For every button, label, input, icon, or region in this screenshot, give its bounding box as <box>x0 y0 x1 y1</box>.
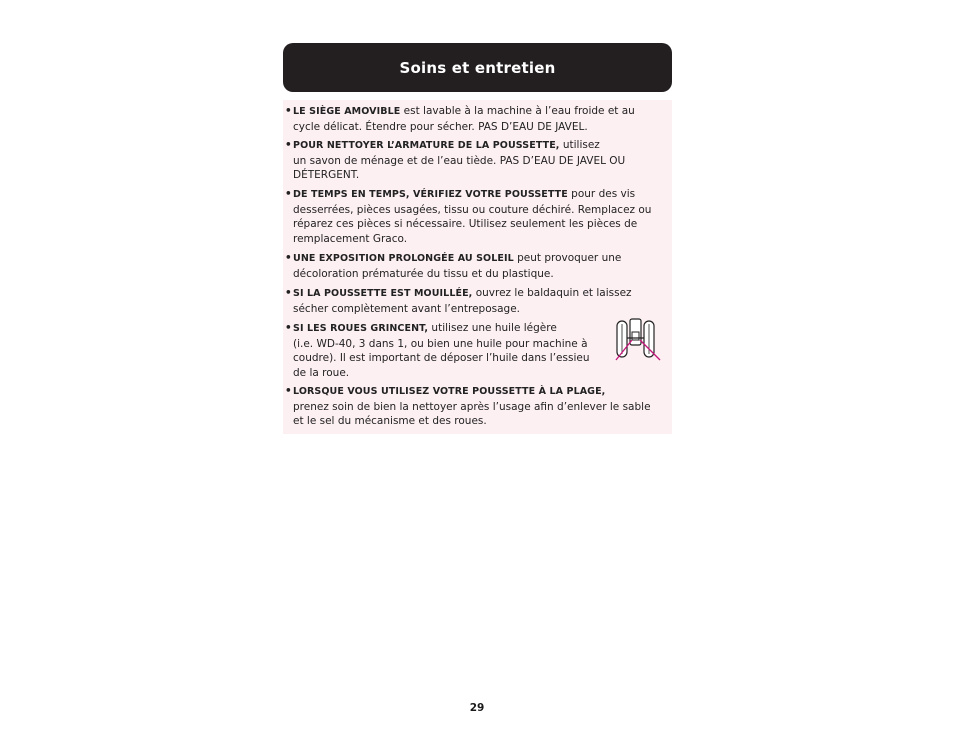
item-lead: LE SIÈGE AMOVIBLE <box>293 106 401 117</box>
item-line: DÉTERGENT. <box>293 169 360 181</box>
item-text: peut provoquer une <box>513 252 622 264</box>
item-lead: LORSQUE VOUS UTILISEZ VOTRE POUSSETTE À LA PLAGE, <box>293 386 606 397</box>
bullet: • <box>285 252 292 264</box>
item-first-line <box>285 251 665 267</box>
list-item <box>285 321 665 380</box>
care-instructions-panel <box>283 100 672 434</box>
item-text: utilisez une huile légère <box>428 322 557 334</box>
item-text: est lavable à la machine à l’eau froide et au <box>400 105 635 117</box>
item-lead: DE TEMPS EN TEMPS, VÉRIFIEZ VOTRE POUSSETTE <box>293 189 568 200</box>
item-line: coudre). Il est important de déposer l’huile dans l’essieu <box>293 352 590 364</box>
list-item <box>285 286 665 316</box>
item-line: et le sel du mécanisme et des roues. <box>293 415 487 427</box>
wheel-axle-oil-icon <box>613 318 663 366</box>
item-line: réparez ces pièces si nécessaire. Utilisez seulement les pièces de <box>293 218 638 230</box>
bullet: • <box>285 139 292 151</box>
item-line: un savon de ménage et de l’eau tiède. PAS D’EAU DE JAVEL OU <box>293 154 626 167</box>
item-lead: SI LES ROUES GRINCENT, <box>293 323 429 334</box>
item-line: sécher complètement avant l’entreposage. <box>293 302 520 315</box>
page-number: 29 <box>469 702 485 714</box>
list-item <box>285 384 665 429</box>
section-header <box>283 43 672 92</box>
item-line: décoloration prématurée du tissu et du plastique. <box>293 267 554 280</box>
item-first-line <box>285 286 665 302</box>
item-first-line <box>285 104 665 120</box>
list-item <box>285 138 665 183</box>
item-line: remplacement Graco. <box>293 232 408 245</box>
item-line: cycle délicat. Étendre pour sécher. PAS D’EAU DE JAVEL. <box>293 120 588 133</box>
item-first-line <box>285 321 665 337</box>
list-item <box>285 187 665 246</box>
item-line: (i.e. WD-40, 3 dans 1, ou bien une huile pour machine à <box>293 337 588 350</box>
item-line: desserrées, pièces usagées, tissu ou couture déchiré. Remplacez ou <box>293 203 652 216</box>
item-lead: SI LA POUSSETTE EST MOUILLÉE, <box>293 288 473 299</box>
item-first-line <box>285 138 665 154</box>
item-text: pour des vis <box>567 188 636 200</box>
bullet: • <box>285 385 292 397</box>
item-line: prenez soin de bien la nettoyer après l’usage afin d’enlever le sable <box>293 400 651 413</box>
list-item <box>285 251 665 281</box>
item-line: de la roue. <box>293 366 350 379</box>
item-text: utilisez <box>559 139 600 151</box>
bullet: • <box>285 287 292 299</box>
item-first-line <box>285 187 665 203</box>
bullet: • <box>285 105 292 117</box>
bullet: • <box>285 322 292 334</box>
list-item <box>285 104 665 134</box>
section-title: Soins et entretien <box>399 58 556 77</box>
item-lead: UNE EXPOSITION PROLONGÉE AU SOLEIL <box>293 253 514 264</box>
bullet: • <box>285 188 292 200</box>
item-text: ouvrez le baldaquin et laissez <box>472 287 632 299</box>
item-lead: POUR NETTOYER L’ARMATURE DE LA POUSSETTE, <box>293 140 560 151</box>
item-first-line <box>285 384 665 400</box>
